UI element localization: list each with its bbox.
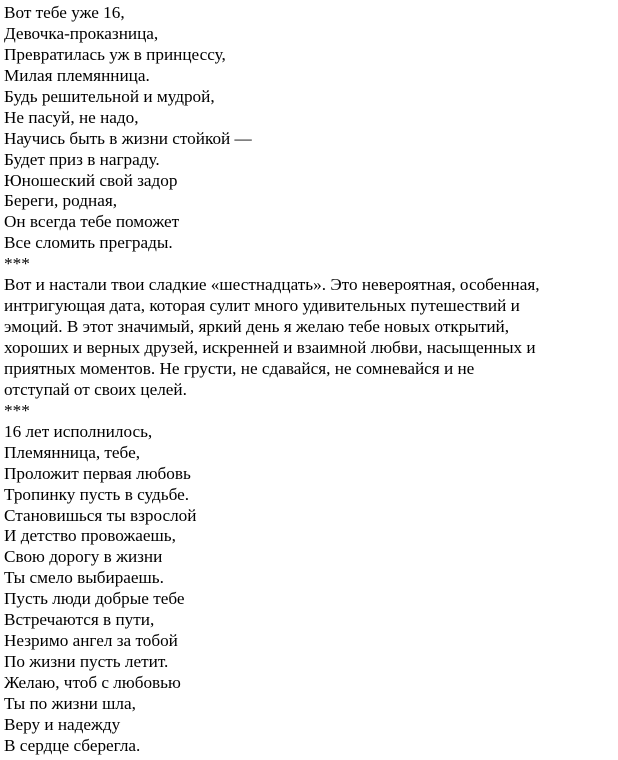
- prose-line: отступай от своих целей.: [4, 379, 187, 399]
- section-separator: ***: [4, 254, 30, 274]
- poem-line: Проложит первая любовь: [4, 463, 191, 483]
- poem-line: Будет приз в награду.: [4, 149, 160, 169]
- poem-line: Девочка-проказница,: [4, 23, 159, 43]
- poem-line: Желаю, чтоб с любовью: [4, 673, 181, 692]
- poem-line: Племянница, тебе,: [4, 442, 140, 462]
- poem-line: Становишься ты взрослой: [4, 505, 197, 525]
- poem-line: Вот тебе уже 16,: [4, 3, 125, 22]
- section-separator: ***: [4, 400, 30, 420]
- poem-line: Веру и надежду: [4, 714, 121, 734]
- poem-line: Превратилась уж в принцессу,: [4, 44, 226, 64]
- poem-line: Свою дорогу в жизни: [4, 547, 163, 567]
- prose-line: Вот и настали твои сладкие «шестнадцать». Это невероятная, особенная,: [4, 275, 540, 295]
- poem-first: [4, 3, 614, 254]
- prose-line: эмоций. В этот значимый, яркий день я желаю тебе новых открытий,: [4, 317, 510, 337]
- prose-line: интригующая дата, которая сулит много удивительных путешествий и: [4, 296, 520, 316]
- poem-line: Юношеский свой задор: [4, 170, 178, 190]
- greeting-document: [4, 3, 614, 757]
- poem-line: Милая племянница.: [4, 65, 150, 85]
- poem-line: В сердце сберегла.: [4, 735, 141, 755]
- poem-second: [4, 422, 614, 757]
- poem-line: Тропинку пусть в судьбе.: [4, 484, 190, 504]
- poem-line: Пусть люди добрые тебе: [4, 589, 185, 609]
- poem-line: 16 лет исполнилось,: [4, 421, 153, 441]
- poem-line: Будь решительной и мудрой,: [4, 86, 215, 106]
- poem-line: Встречаются в пути,: [4, 610, 155, 630]
- poem-line: Научись быть в жизни стойкой —: [4, 128, 252, 148]
- poem-line: Береги, родная,: [4, 191, 118, 211]
- poem-line: По жизни пусть летит.: [4, 652, 169, 672]
- poem-line: И детство провожаешь,: [4, 526, 176, 546]
- poem-line: Все сломить преграды.: [4, 233, 173, 253]
- poem-line: Ты по жизни шла,: [4, 693, 136, 713]
- poem-line: Незримо ангел за тобой: [4, 631, 178, 651]
- poem-line: Ты смело выбираешь.: [4, 568, 164, 588]
- poem-line: Не пасуй, не надо,: [4, 107, 139, 127]
- prose-line: хороших и верных друзей, искренней и взаимной любви, насыщенных и: [4, 338, 536, 357]
- prose-greeting: [4, 275, 614, 401]
- poem-line: Он всегда тебе поможет: [4, 212, 180, 232]
- prose-line: приятных моментов. Не грусти, не сдавайся, не сомневайся и не: [4, 358, 475, 378]
